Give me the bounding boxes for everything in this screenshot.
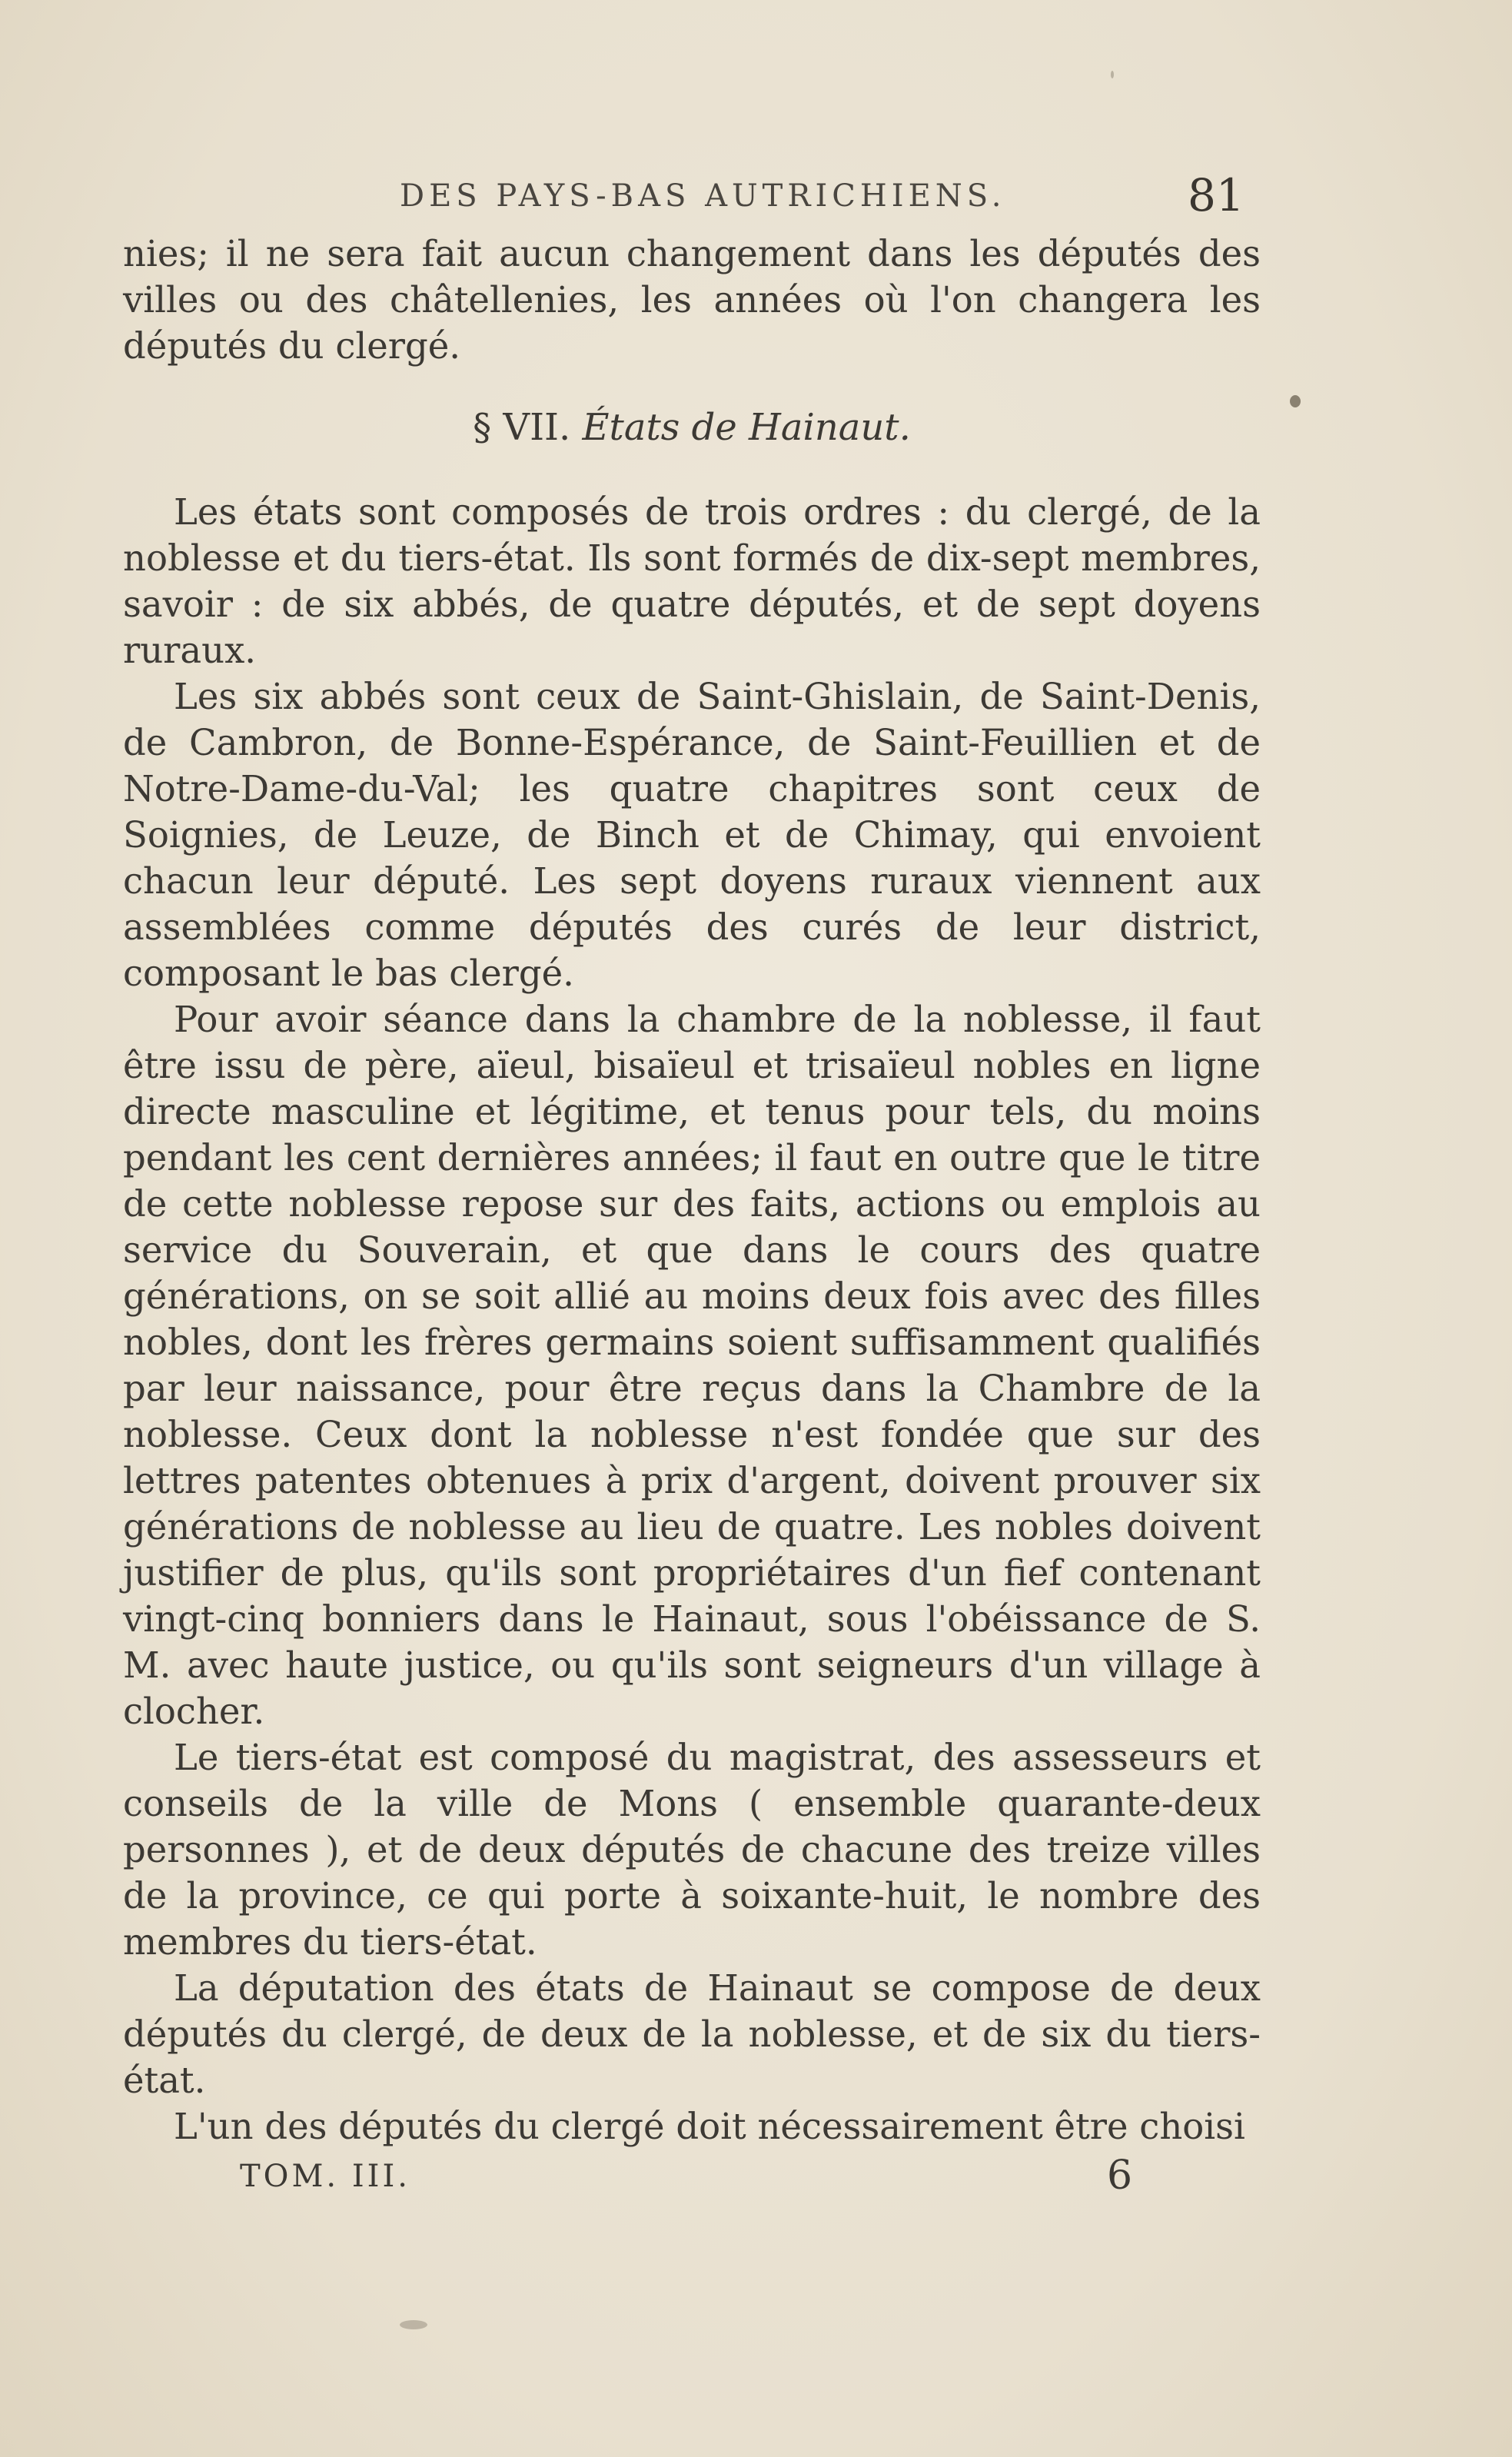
paragraph-continuation: nies; il ne sera fait aucun changement dans les députés des villes ou des châtellenies, les années où l'on changera les députés du clergé. [123,233,1261,367]
paragraph: Le tiers-état est composé du magistrat, des assesseurs et conseils de la ville de Mons ( ensemble quarante-deux personnes ), et de deux députés de chacune des treize villes de la province, ce qui porte à soixante-huit, le nombre des membres du tiers-état. [123,1737,1261,1963]
paper-blemish [1290,395,1301,407]
paragraph: Les six abbés sont ceux de Saint-Ghislain, de Saint-Denis, de Cambron, de Bonne-Espérance, de Saint-Feuillien et de Notre-Dame-du-Val; les quatre chapitres sont ceux de Soignies, de Leuze, de Binch et de Chimay, qui envoient chacun leur député. Les sept doyens ruraux viennent aux assemblées comme députés des curés de leur district, composant le bas clergé. [123,676,1261,994]
section-number: § VII. [473,406,571,449]
main-text [123,231,1261,2149]
paper-blemish [1111,71,1114,78]
page-number: 81 [1188,169,1244,221]
page-footer [0,2153,1512,2206]
sheet-number: 6 [1107,2153,1133,2199]
paper-blemish [400,2320,427,2329]
running-head: DES PAYS-BAS AUTRICHIENS. [400,178,1006,214]
page-header [0,169,1512,223]
paragraph: Les états sont composés de trois ordres : du clergé, de la noblesse et du tiers-état. Ils sont formés de dix-sept membres, savoir : de six abbés, de quatre députés, et de sept doyens ruraux. [123,491,1261,671]
paragraph: Pour avoir séance dans la chambre de la noblesse, il faut être issu de père, aïeul, bisaïeul et trisaïeul nobles en ligne directe masculine et légitime, et tenus pour tels, du moins pendant les cent dernières années; il faut en outre que le titre de cette noblesse repose sur des faits, actions ou emplois au service du Souverain, et que dans le cours des quatre générations, on se soit allié au moins deux fois avec des filles nobles, dont les frères germains soient suffisamment qualifiés par leur naissance, pour être reçus dans la Chambre de la noblesse. Ceux dont la noblesse n'est fondée que sur des lettres patentes obtenues à prix d'argent, doivent prouver six générations de noblesse au lieu de quatre. Les nobles doivent justifier de plus, qu'ils sont propriétaires d'un fief contenant vingt-cinq bonniers dans le Hainaut, sous l'obéissance de S. M. avec haute justice, ou qu'ils sont seigneurs d'un village à clocher. [123,999,1261,1732]
paragraph: La députation des états de Hainaut se compose de deux députés du clergé, de deux de la noblesse, et de six du tiers-état. [123,1967,1261,2101]
volume-signature: TOM. III. [240,2159,410,2194]
section-heading [123,404,1261,451]
section-title: États de Hainaut. [582,406,911,449]
paragraph: L'un des députés du clergé doit nécessairement être choisi [174,2106,1245,2147]
